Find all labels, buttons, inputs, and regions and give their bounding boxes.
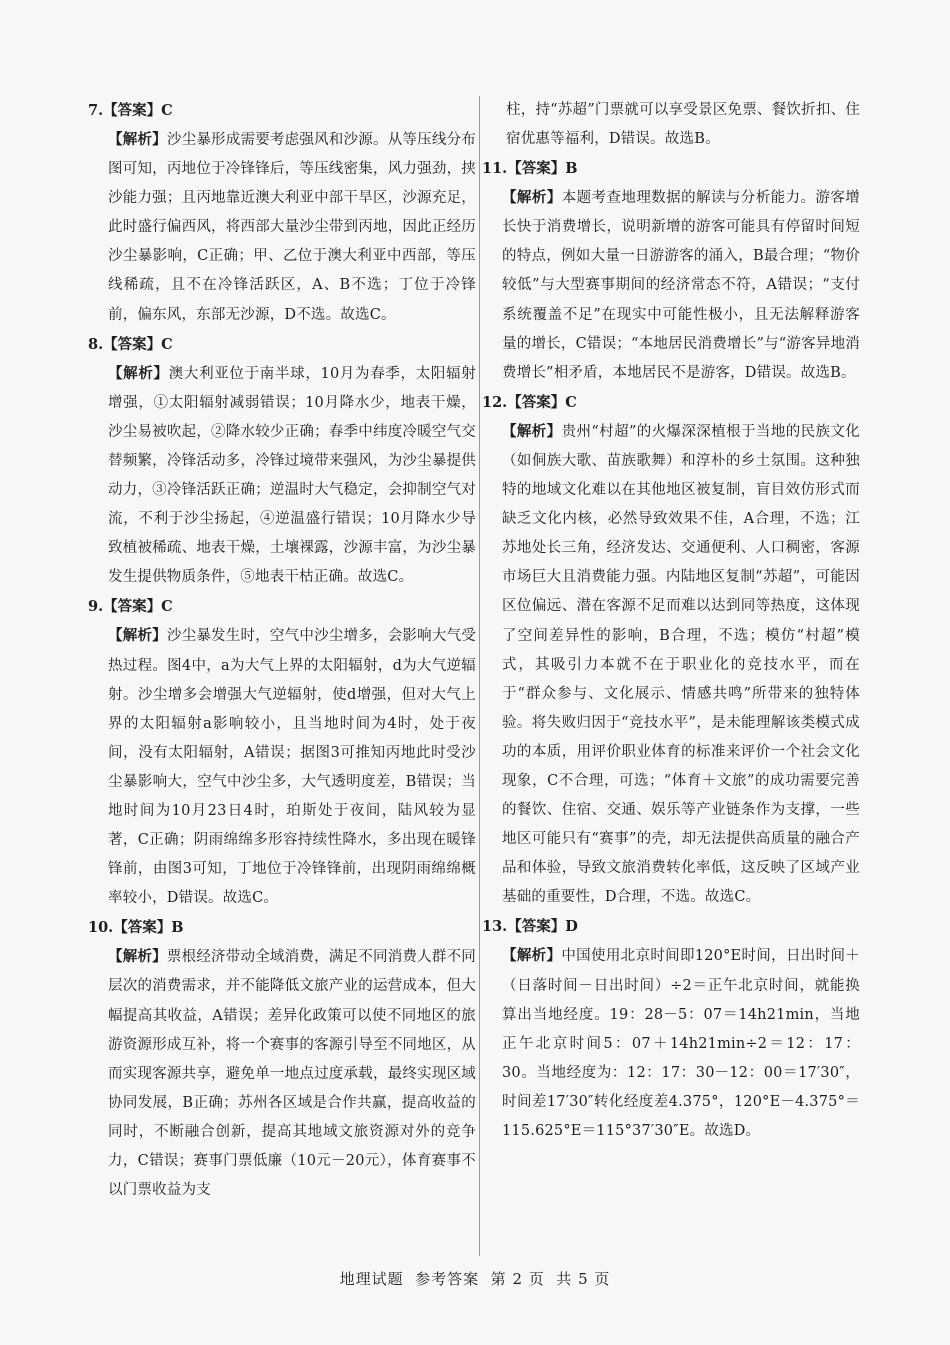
answer-item-8: [88, 330, 476, 593]
explanation-text: 贵州“村超”的火爆深深植根于当地的民族文化（如侗族大歌、苗族歌舞）和淳朴的乡土氛围。这种独特的地域文化难以在其他地区被复制，盲目效仿形式而缺乏文化内核，必然导致效果不佳，A合理，不选；江苏地处长三角，经济发达、交通便利、人口稠密，客源市场巨大且消费能力强。内陆地区复制“苏超”，可能因区位偏远、潜在客源不足而难以达到同等热度，这体现了空间差异性的影响，B合理，不选；模仿“村超”模式，其吸引力本就不在于职业化的竞技水平，而在于“群众参与、文化展示、情感共鸣”所带来的独特体验。将失败归因于“竞技水平”，是未能理解该类模式成功的本质，用评价职业体育的标准来评价一个社会文化现象，C不合理，可选；“体育＋文旅”的成功需要完善的餐饮、住宿、交通、娱乐等产业链条作为支撑，一些地区可能只有“赛事”的壳，却无法提供高质量的融合产品和体验，导致文旅消费转化率低，这反映了区域产业基础的重要性，D合理，不选。故选C。: [502, 423, 860, 906]
explanation-text: 中国使用北京时间即120°E时间，日出时间＋（日落时间－日出时间）÷2＝正午北京时间，就能换算出当地经度。19：28－5：07＝14h21min，当地正午北京时间5：07＋14h21min÷2＝12：17：30。当地经度为：12：17：30－12：00＝17′30″，时间差17′30″转化经度差4.375°，120°E－4.375°＝115.625°E＝115°37′30″E。故选D。: [502, 948, 860, 1139]
explanation: [108, 621, 476, 913]
explanation: [108, 942, 476, 1205]
answer-heading: 12.【答案】C: [482, 393, 577, 411]
explanation: [502, 417, 860, 913]
explanation-text: 票根经济带动全域消费，满足不同消费人群不同层次的消费需求，并不能降低文旅产业的运营成本，但大幅提高其收益，A错误；差异化政策可以使不同地区的旅游资源形成互补，将一个赛事的客源引导至不同地区，从而实现客源共享，避免单一地点过度承载，最终实现区域协同发展，B正确；苏州各区域是合作共赢，提高收益的同时，不断融合创新，提高其地域文旅资源对外的竞争力，C错误；赛事门票低廉（10元－20元），体育赛事不以门票收益为支: [108, 949, 476, 1199]
answer-item-9: [88, 592, 476, 913]
explanation: [108, 359, 476, 593]
explanation-tag: 【解析】: [108, 948, 167, 966]
left-column: [88, 96, 476, 1205]
answer-heading: 9.【答案】C: [88, 598, 173, 616]
explanation-tag: 【解析】: [502, 189, 562, 207]
explanation: [108, 125, 476, 330]
column-divider: [479, 96, 480, 1256]
explanation: [502, 183, 860, 388]
explanation-tag: 【解析】: [502, 422, 562, 440]
answer-item-13: [482, 912, 860, 1146]
explanation-tag: 【解析】: [108, 627, 167, 645]
page-footer: 地理试题 参考答案 第 2 页 共 5 页: [339, 1270, 611, 1288]
answer-item-10: [88, 913, 476, 1205]
answer-heading: 11.【答案】B: [482, 160, 578, 178]
answer-heading: 13.【答案】D: [482, 918, 578, 936]
answer-heading: 7.【答案】C: [88, 102, 173, 119]
explanation-continuation: 柱，持“苏超”门票就可以享受景区免票、餐饮折扣、住宿优惠等福利，D错误。故选B。: [506, 102, 860, 148]
explanation-tag: 【解析】: [502, 947, 562, 965]
explanation-tag: 【解析】: [108, 131, 167, 148]
explanation-text: 澳大利亚位于南半球，10月为春季，太阳辐射增强，①太阳辐射减弱错误；10月降水少，地表干燥，沙尘易被吹起，②降水较少正确；春季中纬度冷暖空气交替频繁，冷锋活动多，冷锋过境带来强风，为沙尘暴提供动力，③冷锋活跃正确；逆温时大气稳定，会抑制空气对流，不利于沙尘扬起，④逆温盛行错误；10月降水少导致植被稀疏、地表干燥，土壤裸露，沙源丰富，为沙尘暴发生提供物质条件，⑤地表干枯正确。故选C。: [108, 365, 476, 586]
right-column: [482, 96, 860, 1146]
answer-item-7: [88, 96, 476, 330]
explanation-text: 本题考查地理数据的解读与分析能力。游客增长快于消费增长，说明新增的游客可能具有停留时间短的特点，例如大量一日游游客的涌入，B最合理；“物价较低”与大型赛事期间的经济常态不符，A错误；“支付系统覆盖不足”在现实中可能性极小，且无法解释游客量的增长，C错误；“本地居民消费增长”与“游客异地消费增长”相矛盾，本地居民不是游客，D错误。故选B。: [502, 190, 860, 381]
answer-item-11: [482, 154, 860, 388]
explanation-tag: 【解析】: [108, 364, 169, 382]
answer-heading: 8.【答案】C: [88, 335, 173, 353]
explanation-text: 沙尘暴形成需要考虑强风和沙源。从等压线分布图可知，丙地位于冷锋锋后，等压线密集，风力强劲，挟沙能力强；且丙地靠近澳大利亚中部干旱区，沙源充足，此时盛行偏西风，将西部大量沙尘带到丙地，因此正经历沙尘暴影响，C正确；甲、乙位于澳大利亚中西部，等压线稀疏，且不在冷锋活跃区，A、B不选；丁位于冷锋前，偏东风，东部无沙源，D不选。故选C。: [108, 132, 476, 323]
explanation: [502, 941, 860, 1146]
answer-heading: 10.【答案】B: [88, 919, 184, 937]
answer-item-12: [482, 388, 860, 913]
explanation-text: 沙尘暴发生时，空气中沙尘增多，会影响大气受热过程。图4中，a为大气上界的太阳辐射，d为大气逆辐射。沙尘增多会增强大气逆辐射，使d增强，但对大气上界的太阳辐射a影响较小，且当地时间为4时，处于夜间，没有太阳辐射，A错误；据图3可推知丙地此时受沙尘暴影响大，空气中沙尘多，大气透明度差，B错误；当地时间为10月23日4时，珀斯处于夜间，陆风较为显著，C正确；阴雨绵绵多形容持续性降水，多出现在暖锋锋前，由图3可知，丁地位于冷锋锋前，出现阴雨绵绵概率较小，D错误。故选C。: [108, 628, 476, 907]
